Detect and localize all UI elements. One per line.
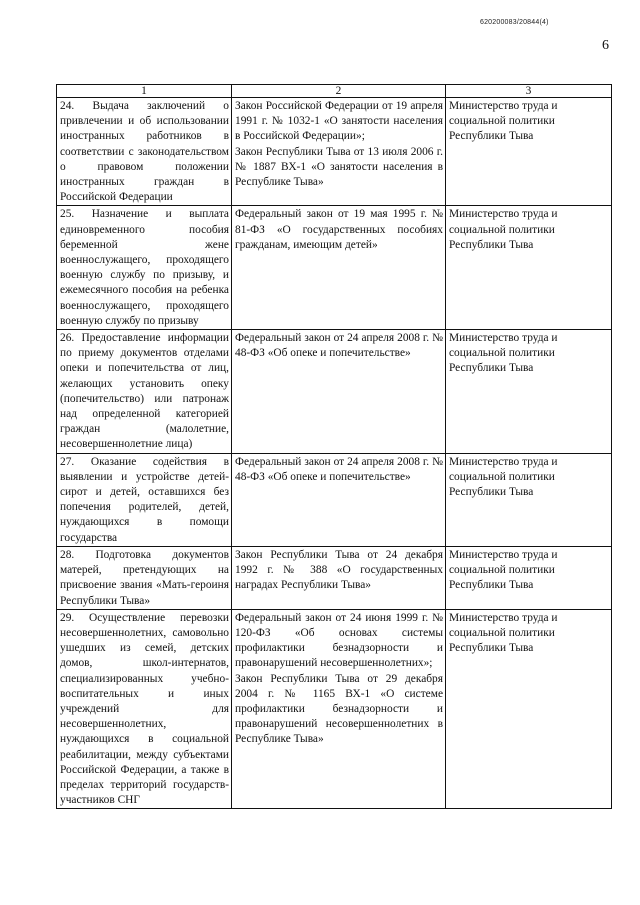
legal-basis-item: Закон Республики Тыва от 13 июля 2006 г. № 1887 ВХ-1 «О занятости населения в Республике Тыва» [235,145,443,189]
authority-cell: Министерство труда и социальной политики Республики Тыва [446,546,612,609]
table-row [57,453,612,546]
table-row [57,609,612,809]
authority-cell: Министерство труда и социальной политики Республики Тыва [446,609,612,809]
legal-basis-cell [232,98,446,206]
service-cell: 28. Подготовка документов матерей, претендующих на присвоение звания «Мать-героиня Республики Тыва» [57,546,232,609]
service-cell: 26. Предоставление информации по приему документов отделами опеки и попечительства от лиц, желающих установить опеку (попечительство) или патронаж над определенной категорией граждан (малолетние, несовершеннолетние лица) [57,330,232,454]
authority-cell: Министерство труда и социальной политики Республики Тыва [446,206,612,330]
legal-basis-cell [232,609,446,809]
authority-cell: Министерство труда и социальной политики Республики Тыва [446,453,612,546]
page-number: 6 [602,38,609,53]
legal-basis-cell [232,453,446,546]
legal-basis-item: Федеральный закон от 19 мая 1995 г. № 81-ФЗ «О государственных пособиях гражданам, имеющим детей» [235,208,443,251]
table-row [57,330,612,454]
service-cell: 29. Осуществление перевозки несовершеннолетних, самовольно ушедших из семей, детских домов, школ-интернатов, специализированных учебно-воспитательных и иных учреждений для несовершеннолетних, нуждающихся в социальной реабилитации, между субъектами Российской Федерации, а также в пределах территорий государств-участников СНГ [57,609,232,809]
legal-basis-cell [232,330,446,454]
legal-basis-item: Закон Республики Тыва от 24 декабря 1992 г. № 388 «О государственных наградах Республики Тыва» [235,548,443,592]
service-cell: 27. Оказание содействия в выявлении и устройстве детей-сирот и детей, оставшихся без попечения родителей, детей, нуждающихся в помощи государства [57,453,232,546]
table-row [57,98,612,206]
service-cell: 24. Выдача заключений о привлечении и об использовании иностранных работников в соответствии с законодательством о правовом положении иностранных граждан в Российской Федерации [57,98,232,206]
table-header [57,85,612,98]
services-table [56,84,612,809]
legal-basis-item: Федеральный закон от 24 апреля 2008 г. № 48-ФЗ «Об опеке и попечительстве» [235,332,443,360]
table-row [57,546,612,609]
legal-basis-item: Закон Республики Тыва от 29 декабря 2004 г. № 1165 ВХ-1 «О системе профилактики безнадзорности и правонарушений несовершеннолетних в Республике Тыва» [235,672,443,746]
service-cell: 25. Назначение и выплата единовременного пособия беременной жене военнослужащего, проходящего военную службу по призыву, и ежемесячного пособия на ребенка военнослужащего, проходящего военную службу по призыву [57,206,232,330]
authority-cell: Министерство труда и социальной политики Республики Тыва [446,98,612,206]
authority-cell: Министерство труда и социальной политики Республики Тыва [446,330,612,454]
table-row [57,206,612,330]
legal-basis-cell [232,546,446,609]
column-header-3: 3 [446,85,612,98]
column-header-1: 1 [57,85,232,98]
document-code: 620200083/20844(4) [480,19,549,26]
column-header-2: 2 [232,85,446,98]
legal-basis-item: Федеральный закон от 24 апреля 2008 г. № 48-ФЗ «Об опеке и попечительстве» [235,455,443,483]
legal-basis-item: Федеральный закон от 24 июня 1999 г. № 120-ФЗ «Об основах системы профилактики безнадзорности и правонарушений несовершеннолетних»; [235,611,443,670]
legal-basis-item: Закон Российской Федерации от 19 апреля 1991 г. № 1032-1 «О занятости населения в Российской Федерации»; [235,100,443,143]
legal-basis-cell [232,206,446,330]
